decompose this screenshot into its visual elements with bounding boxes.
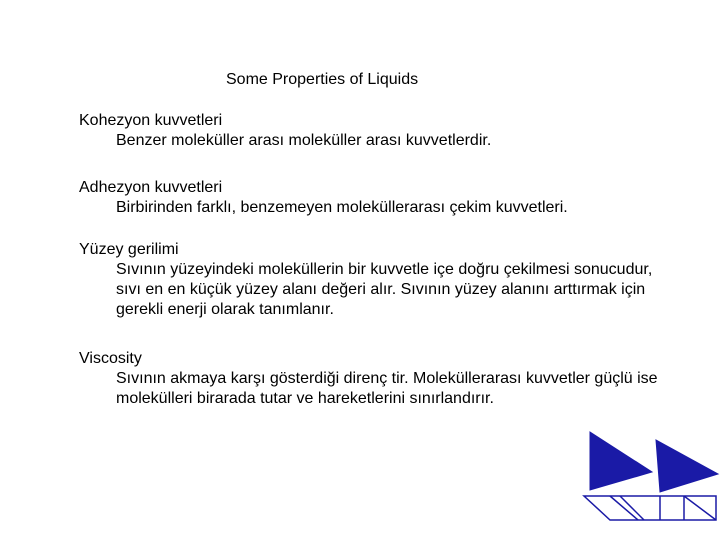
hull: [584, 496, 716, 520]
term-heading: Adhezyon kuvvetleri: [79, 179, 223, 196]
term-surface-tension: [79, 240, 679, 320]
term-heading: Kohezyon kuvvetleri: [79, 112, 223, 129]
term-definition: Benzer moleküller arası moleküller arası kuvvetlerdir.: [116, 132, 492, 149]
term-definition: Sıvının akmaya karşı gösterdiği direnç tir. Moleküllerarası kuvvetler güçlü ise molekülleri birarada tutar ve hareketlerini sınırlandırır.: [116, 370, 658, 407]
term-heading: Viscosity: [79, 350, 142, 367]
term-cohesion: [79, 111, 679, 151]
term-definition: Birbirinden farklı, benzemeyen moleküllerarası çekim kuvvetleri.: [116, 199, 568, 216]
term-viscosity: [79, 349, 679, 409]
term-heading: Yüzey gerilimi: [79, 241, 179, 258]
term-definition: Sıvının yüzeyindeki moleküllerin bir kuvvetle içe doğru çekilmesi sonucudur, sıvı en en küçük yüzey alanı değeri alır. Sıvının yüzey alanını arttırmak için gerekli enerji olarak tanımlanır.: [116, 261, 653, 318]
right-sail: [656, 440, 718, 492]
term-adhesion: [79, 178, 679, 218]
slide-title: Some Properties of Liquids: [226, 71, 419, 88]
left-sail: [590, 432, 652, 490]
sailboat-icon: [580, 430, 720, 540]
sails: [590, 432, 718, 492]
